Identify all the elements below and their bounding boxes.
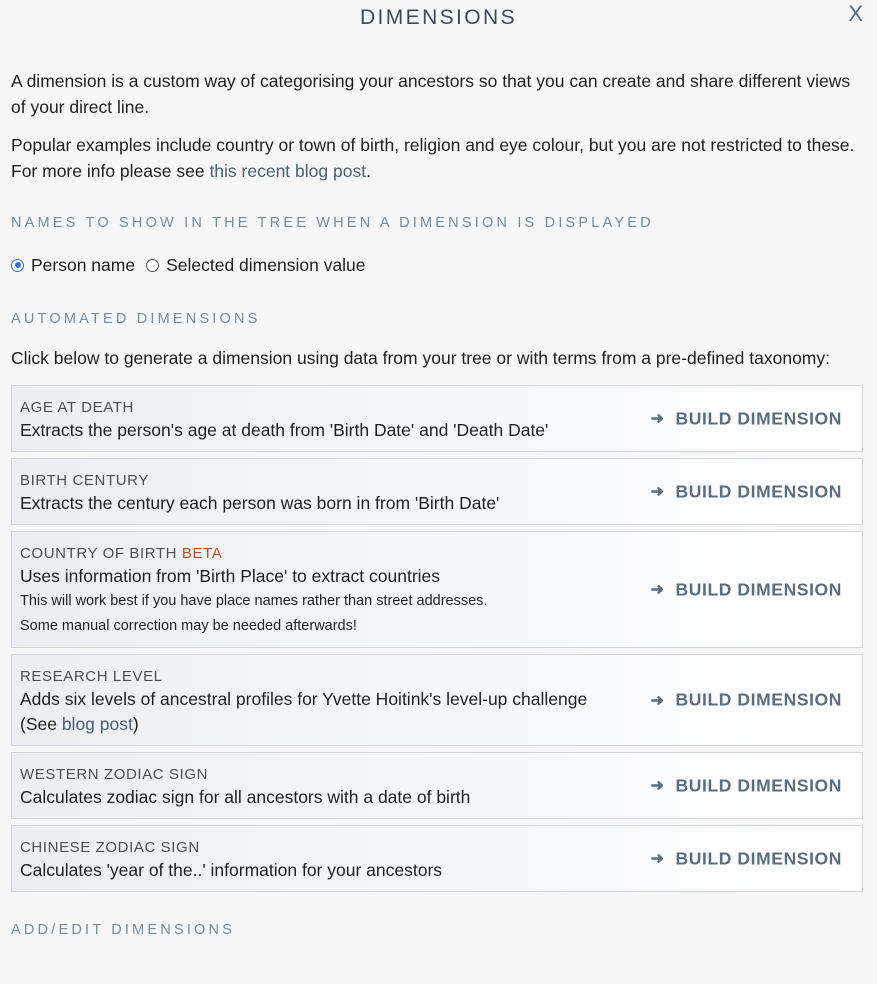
build-dimension-label: BUILD DIMENSION bbox=[675, 689, 842, 710]
dimension-link-line bbox=[20, 712, 612, 737]
build-dimension-button[interactable] bbox=[650, 579, 842, 600]
arrow-right-icon: ➜ bbox=[650, 410, 665, 428]
beta-badge: BETA bbox=[181, 545, 223, 562]
dimension-name: WESTERN ZODIAC SIGN bbox=[20, 766, 209, 783]
dimension-name bbox=[20, 544, 612, 564]
dimension-description: Extracts the century each person was born in from 'Birth Date' bbox=[20, 493, 500, 513]
build-dimension-button[interactable] bbox=[650, 408, 842, 429]
build-dimension-button[interactable] bbox=[650, 848, 842, 869]
intro-paragraph-2 bbox=[11, 132, 863, 184]
build-dimension-button[interactable] bbox=[650, 481, 842, 502]
dimension-card-chinese-zodiac bbox=[11, 825, 863, 892]
dimension-note: This will work best if you have place names rather than street addresses. bbox=[20, 593, 488, 609]
names-radio-group bbox=[11, 253, 863, 277]
dimension-name: RESEARCH LEVEL bbox=[20, 668, 163, 685]
research-level-blog-link[interactable]: blog post bbox=[61, 714, 133, 734]
automated-dimension-list bbox=[11, 385, 863, 892]
intro-paragraph-2-end: . bbox=[366, 161, 371, 181]
arrow-right-icon: ➜ bbox=[650, 692, 665, 709]
names-section-heading: NAMES TO SHOW IN THE TREE WHEN A DIMENSION IS DISPLAYED bbox=[11, 215, 654, 231]
link-suffix: ) bbox=[132, 714, 139, 734]
dimension-name-text: COUNTRY OF BIRTH bbox=[20, 545, 178, 562]
dimension-description: Calculates 'year of the..' information for your ancestors bbox=[20, 860, 443, 880]
dimension-description: Calculates zodiac sign for all ancestors with a date of birth bbox=[20, 787, 471, 807]
close-button[interactable]: X bbox=[848, 1, 863, 26]
dimension-name: BIRTH CENTURY bbox=[20, 472, 149, 489]
dimension-card-research-level bbox=[11, 654, 863, 746]
build-dimension-label: BUILD DIMENSION bbox=[675, 481, 842, 501]
dimension-value-radio-label[interactable]: Selected dimension value bbox=[166, 255, 366, 275]
arrow-right-icon: ➜ bbox=[650, 850, 665, 868]
person-name-radio-label[interactable]: Person name bbox=[31, 255, 136, 275]
dimension-description: Adds six levels of ancestral profiles for Yvette Hoitink's level-up challenge bbox=[20, 689, 588, 709]
build-dimension-label: BUILD DIMENSION bbox=[675, 848, 842, 868]
dimension-description: Extracts the person's age at death from 'Birth Date' and 'Death Date' bbox=[20, 420, 549, 440]
intro-paragraph-1: A dimension is a custom way of categorising your ancestors so that you can create and share different views of your direct line. bbox=[11, 71, 851, 117]
arrow-right-icon: ➜ bbox=[650, 581, 665, 599]
dimension-card-birth-century bbox=[11, 458, 863, 525]
arrow-right-icon: ➜ bbox=[650, 483, 665, 501]
dimension-card-age-at-death bbox=[11, 385, 863, 452]
automated-section-heading: AUTOMATED DIMENSIONS bbox=[11, 311, 261, 327]
build-dimension-label: BUILD DIMENSION bbox=[675, 775, 842, 795]
dimension-value-radio[interactable] bbox=[146, 259, 159, 272]
dimension-card-country-of-birth bbox=[11, 531, 863, 648]
dialog-content bbox=[11, 68, 863, 940]
dimension-name: CHINESE ZODIAC SIGN bbox=[20, 839, 200, 856]
dialog-title: DIMENSIONS bbox=[359, 6, 517, 29]
automated-description: Click below to generate a dimension using data from your tree or with terms from a pre-defined taxonomy: bbox=[11, 348, 830, 368]
dimension-note: Some manual correction may be needed afterwards! bbox=[20, 618, 357, 634]
dimension-card-western-zodiac bbox=[11, 752, 863, 819]
intro-paragraph-2-text: Popular examples include country or town of birth, religion and eye colour, but you are not restricted to these. For more info please see bbox=[11, 135, 855, 181]
build-dimension-button[interactable] bbox=[650, 690, 842, 711]
blog-post-link[interactable]: this recent blog post bbox=[209, 161, 367, 181]
build-dimension-button[interactable] bbox=[650, 775, 842, 796]
dimension-name: AGE AT DEATH bbox=[20, 399, 134, 416]
person-name-radio[interactable] bbox=[11, 259, 24, 272]
dimension-description: Uses information from 'Birth Place' to extract countries bbox=[20, 566, 441, 586]
build-dimension-label: BUILD DIMENSION bbox=[675, 579, 842, 599]
edit-section-heading: ADD/EDIT DIMENSIONS bbox=[11, 922, 236, 938]
build-dimension-label: BUILD DIMENSION bbox=[675, 408, 842, 428]
link-prefix: (See bbox=[20, 714, 62, 734]
arrow-right-icon: ➜ bbox=[650, 777, 665, 795]
